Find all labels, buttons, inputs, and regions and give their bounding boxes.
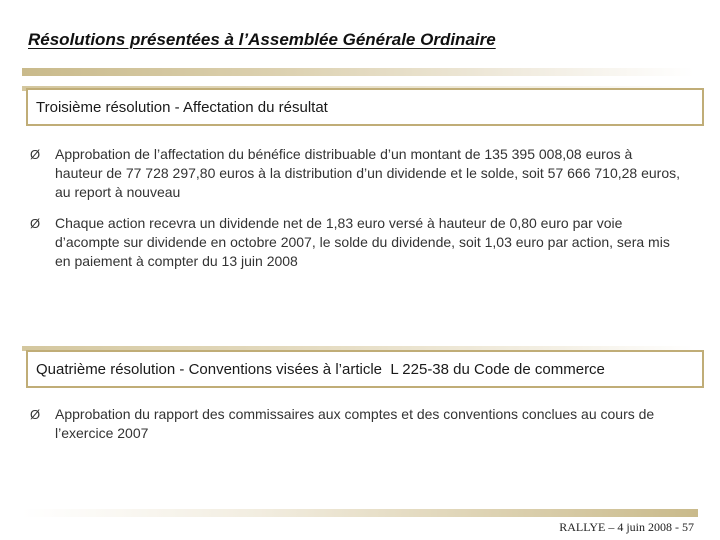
section-heading-quatrieme-resolution: [26, 350, 704, 388]
section-heading-rest: Conventions visées à l’article L 225-38 du Code de commerce: [184, 360, 605, 378]
list-item: [30, 405, 680, 443]
list-item: [30, 145, 680, 202]
arrowhead-bullet-icon: Ø: [30, 407, 41, 422]
bullet-text: Approbation de l’affectation du bénéfice distribuable d’un montant de 135 395 008,08 euros à hauteur de 77 728 297,80 euros à la distribution d’un dividende et le solde, soit 57 666 710,28 euros, au report à nouveau: [55, 146, 681, 200]
list-item: [30, 214, 680, 271]
title-divider: [22, 68, 694, 76]
bullet-list-troisieme: [30, 145, 680, 283]
slide-title: Résolutions présentées à l’Assemblée Générale Ordinaire: [28, 30, 496, 49]
footer-page-info: RALLYE – 4 juin 2008 - 57: [559, 520, 694, 534]
bullet-text: Chaque action recevra un dividende net de 1,83 euro versé à hauteur de 0,80 euro par voie d’acompte sur dividende en octobre 2007, le solde du dividende, soit 1,03 euro par action, sera mis en paiement à compter du 13 juin 2008: [55, 215, 670, 269]
section-heading-bold: Troisième résolution -: [36, 98, 180, 116]
arrowhead-bullet-icon: Ø: [30, 147, 41, 162]
bullet-text: Approbation du rapport des commissaires aux comptes et des conventions conclues au cours de l’exercice 2007: [55, 406, 655, 441]
footer-divider: [22, 509, 698, 517]
section-heading-rest: Affectation du résultat: [179, 98, 328, 116]
bullet-list-quatrieme: [30, 405, 680, 455]
arrowhead-bullet-icon: Ø: [30, 216, 41, 231]
section-heading-bold: Quatrième résolution -: [36, 360, 185, 378]
section-heading-troisieme-resolution: [26, 88, 704, 126]
